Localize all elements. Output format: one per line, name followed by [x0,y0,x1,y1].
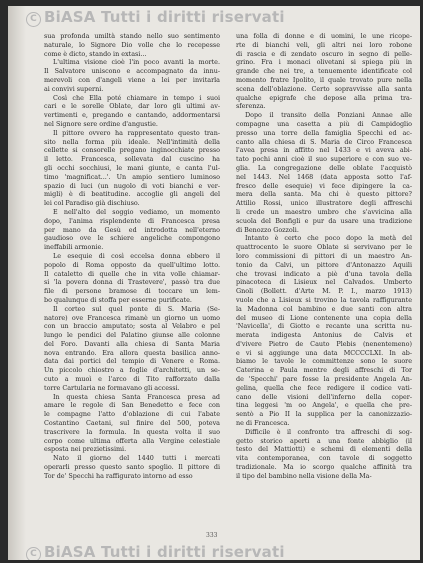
text-line: cano delle visioni dell'inferno della coper- [236,392,412,401]
text-line: migli) è di beatitudine. accoglie gli angeli del [44,190,220,199]
text-line: Nato il giorno del 1440 tutti i mercati [53,454,220,463]
text-line: gli occhi socchiusi, le mani giunte, e canta l'ul- [44,163,220,172]
text-line: la Madonna col bambino e due santi con altra [236,304,412,313]
text-line: grande che nei tre, a tenuemente identificate col [236,67,412,76]
text-line: qualche epigrafe che depose alla prima tra- [236,93,412,102]
watermark-text-bottom: BiASA Tutti i diritti riservati [44,543,285,560]
text-line: getto storico aperti a una fonte abbiglio (il [236,436,412,445]
text-line: momento fratre Ipolito, il quale trovato pure nella [236,75,412,84]
text-line: pinacoteca di Lisieux nel Calvados. Umberto [236,278,412,287]
copyright-icon: C [26,547,41,560]
watermark-text-top: BiASA Tutti i diritti riservati [44,8,285,26]
text-line: file di persone bramose di toccare un lem- [44,287,220,296]
text-line: data dai portici del tempio di Venere e Roma. [44,357,220,366]
text-line: L'ultima visione cioè l'in poco avanti la morte. [53,58,220,67]
text-line: di Benozzo Gozzoli. [236,225,299,234]
text-line: una folla di donne e di uomini, le une ricope- [236,32,412,40]
text-line: merevoli con d'angeli viene a lei per invitarla [44,75,220,84]
text-line: lei col Paradiso già dischiuso. [44,199,140,208]
text-line: Intanto è certo che poco dopo la metà del [245,234,412,243]
text-line: popolo di Roma opposto da quell'ultimo lotto. [44,260,220,269]
text-line: presso una torre della famiglia Specchi ed ac- [236,128,412,137]
text-line: Gnoli (Bollett. d'Arte M. P. I., marzo 1913) [236,287,412,296]
text-line: canto alla chiesa di S. Maria de Circo Francesca [236,137,412,146]
document-page [8,6,420,560]
text-line: gaudioso ove le schiere angeliche compongono [44,234,220,243]
text-line: mera della santa. Ma chi è questo pittore? [236,190,412,199]
text-line: sentò a Pio II la supplica per la canonizzazio- [236,410,412,419]
text-line: scuola del Bonfigli e pur da usare una tradizione [236,216,412,225]
text-line: torre Cartularia ne formavano gli accessi. [44,383,180,392]
text-line: tonio da Calvi, un pittore d'Antonazzo Aquili [236,260,412,269]
text-line: corpo come ultima offerta alla Vergine celestiale [44,436,220,445]
text-line: merata indigesta Antonius de Calvis et [236,331,412,340]
text-line: li crede un maestro umbro che s'avvicina alla [236,207,412,216]
text-line: l'avea presa in affitto nel 1433 e vi aveva abi- [236,146,412,155]
text-line: Tor de' Specchi ha raffigurato intorno ad esso [44,471,193,480]
text-line: si 'la povera donna di Trastevere', passò tra due [44,278,220,287]
text-line: rte di bianchi veli, gli altri nei loro robone [236,40,412,49]
text-line: Le esequie di così eccelsa donna ebbero il [53,251,220,260]
text-line: del museo di Lione contenente una copia della [236,313,412,322]
text-line: le compagne l'atto d'oblazione di cui l'abate [44,410,220,419]
text-line: con un braccio amputato; sosta al Velabro e pel [44,322,220,331]
text-line: Il pittore ovvero ha rappresentato questo tran- [53,128,220,137]
text-line: dopo, l'anima risplendente di Francesca presa [44,216,220,225]
page-number: 333 [206,532,218,539]
text-line: spazio di luci (un nugolo di voti bianchi e ver- [44,181,220,190]
text-line: amare le regole di San Benedetto e fece con [44,401,220,410]
text-line: Costantino Caetani, sul finire del 500, poteva [44,419,220,428]
text-line: Il Salvatore uniscono e accompagnato da innu- [44,67,220,76]
text-line: lungo le pendici del Palatino giunse alle colonne [44,331,220,340]
text-line: per mano da Gesù ed introdotta nell'eterno [44,225,220,234]
text-line: naturale, lo Signore Dio volle che lo recepesse [44,40,220,49]
text-line: e vi si aggiunge una data MCCCCLXI. In ab- [236,348,412,357]
text-line: il tipo del bambino nella visione della Ma- [236,471,372,480]
copyright-icon: C [26,12,41,27]
right-text-column [236,32,412,481]
text-line: ai convivi superni. [44,84,104,93]
text-line: Attilio Rossi, unico illustratore degli affreschi [236,199,412,208]
text-line: Dopo il transito della Ponziani Annae alle [245,111,412,120]
text-line: vuole che a Lisieux si trovino la tavola raffigurante [236,295,412,304]
text-line: timo 'magnificat...'. Un ampio sentiero luminoso [44,172,220,181]
text-line: cuto a muoì e l'arco di Tito rafforzato dalla [44,375,220,384]
text-line: tradizionale. Ma io scorgo qualche affinità tra [236,463,412,472]
text-line: fresco delle esequie) vi fece dipingere la ca- [236,181,412,190]
text-line: biamo le tavole le committenze sono le suore [236,357,412,366]
text-line: cari e le sorelle Oblate, dar loro gli ultimi av- [44,102,220,111]
text-line: compagne una casetta a più di Campidoglio [236,119,412,128]
text-line: trascrivere la formula. In questa volta il suo [44,427,220,436]
text-line: cellette si consorelle pregano inginocchiate presso [44,146,220,155]
text-line: ne di Francesca. [236,419,290,428]
text-line: vertimenti e, pregando e cantando, addormentarsi [44,111,220,120]
text-line: quattrocento le suore Oblate si servivano per le [236,243,412,252]
text-line: Difficile è il confronto tra affreschi di sog- [245,427,412,436]
text-line: sua profonda umiltà stando nello suo sentimento [44,32,220,40]
text-line: natore) ove Francesca rimanè un giorno un uomo [44,313,220,322]
text-line: 'Navicella', di Giotto e recante una scritta nu- [236,322,412,331]
text-line: di rascia e di zendato oscuro in segno di pelle- [236,49,412,58]
text-line: nel Signore sere ordine d'angustie. [44,119,158,128]
text-line: tina leggesi 'm oo Angela', e quella che pre- [236,401,412,410]
text-line: sito nella forma più ideale. Nell'intimità della [44,137,220,146]
text-line: operarli presso questo santo spoglio. Il pittore di [44,463,220,472]
text-line: d'vivere Pietro de Cauto Plebis (nenentemeno) [236,339,412,348]
text-line: bo qualunque di stoffa per esserne purificate. [44,295,192,304]
text-line: scena dell'oblazione. Certo sopravvisse alla santa [236,84,412,93]
text-line: come è dicto, stando in extasi... [44,49,147,58]
text-line: Il cataletto di quelle che in vita volle chiamar- [44,269,220,278]
text-line: del Foro. Davanti alla chiesa di Santa Maria [44,339,220,348]
text-line: loro commissioni di pittori di un maestro An- [236,251,412,260]
text-line: glia. La congregazione delle oblate l'acquistò [236,163,412,172]
text-line: Caterina e Paula mentre degli affreschi di Tor [236,366,412,375]
watermark-top [26,8,420,27]
text-line: che trovasi indicato a piè d'una tavola della [236,269,412,278]
text-line: grino. Fra i monaci olivetani si spiega più in [236,58,412,67]
text-line: Così che Ella poté chiamare in tempo i suoi [53,93,220,102]
text-line: ineffabili armonie. [44,243,104,252]
text-line: nova entrando. Era allora questa basilica anno- [44,348,220,357]
text-line: Il corteo sul quel ponte di S. Maria (Se- [53,304,220,313]
text-line: gelina, quella che fece redigere il codice vati- [236,383,412,392]
text-line: esposta nei prezietissimi. [44,445,127,454]
text-line: nel 1443. Nel 1468 (data apposta sotto l'af- [236,172,412,181]
text-line: E nell'alto del soggio vediamo, un momento [53,207,220,216]
text-line: de 'Specchi' pare fosse la presidente Angela An- [236,375,412,384]
text-line: il letto. Francesca, sollevata dal cuscino ha [44,155,220,164]
text-line: tato pochi anni cioè il suo superiore e con suo ve- [236,155,412,164]
text-line: vita contemporanea, con tavole di soggetto [236,454,412,463]
text-line: testo del Mattiotti) e schemi di elementi della [236,445,412,454]
text-line: In questa chiesa Santa Francesca presa ad [53,392,220,401]
watermark-bottom [26,543,420,560]
text-line: Un piccolo chiostro a foglie d'architetti, un se- [44,366,220,375]
text-line: sferenza. [236,102,266,111]
left-text-column [44,32,220,481]
